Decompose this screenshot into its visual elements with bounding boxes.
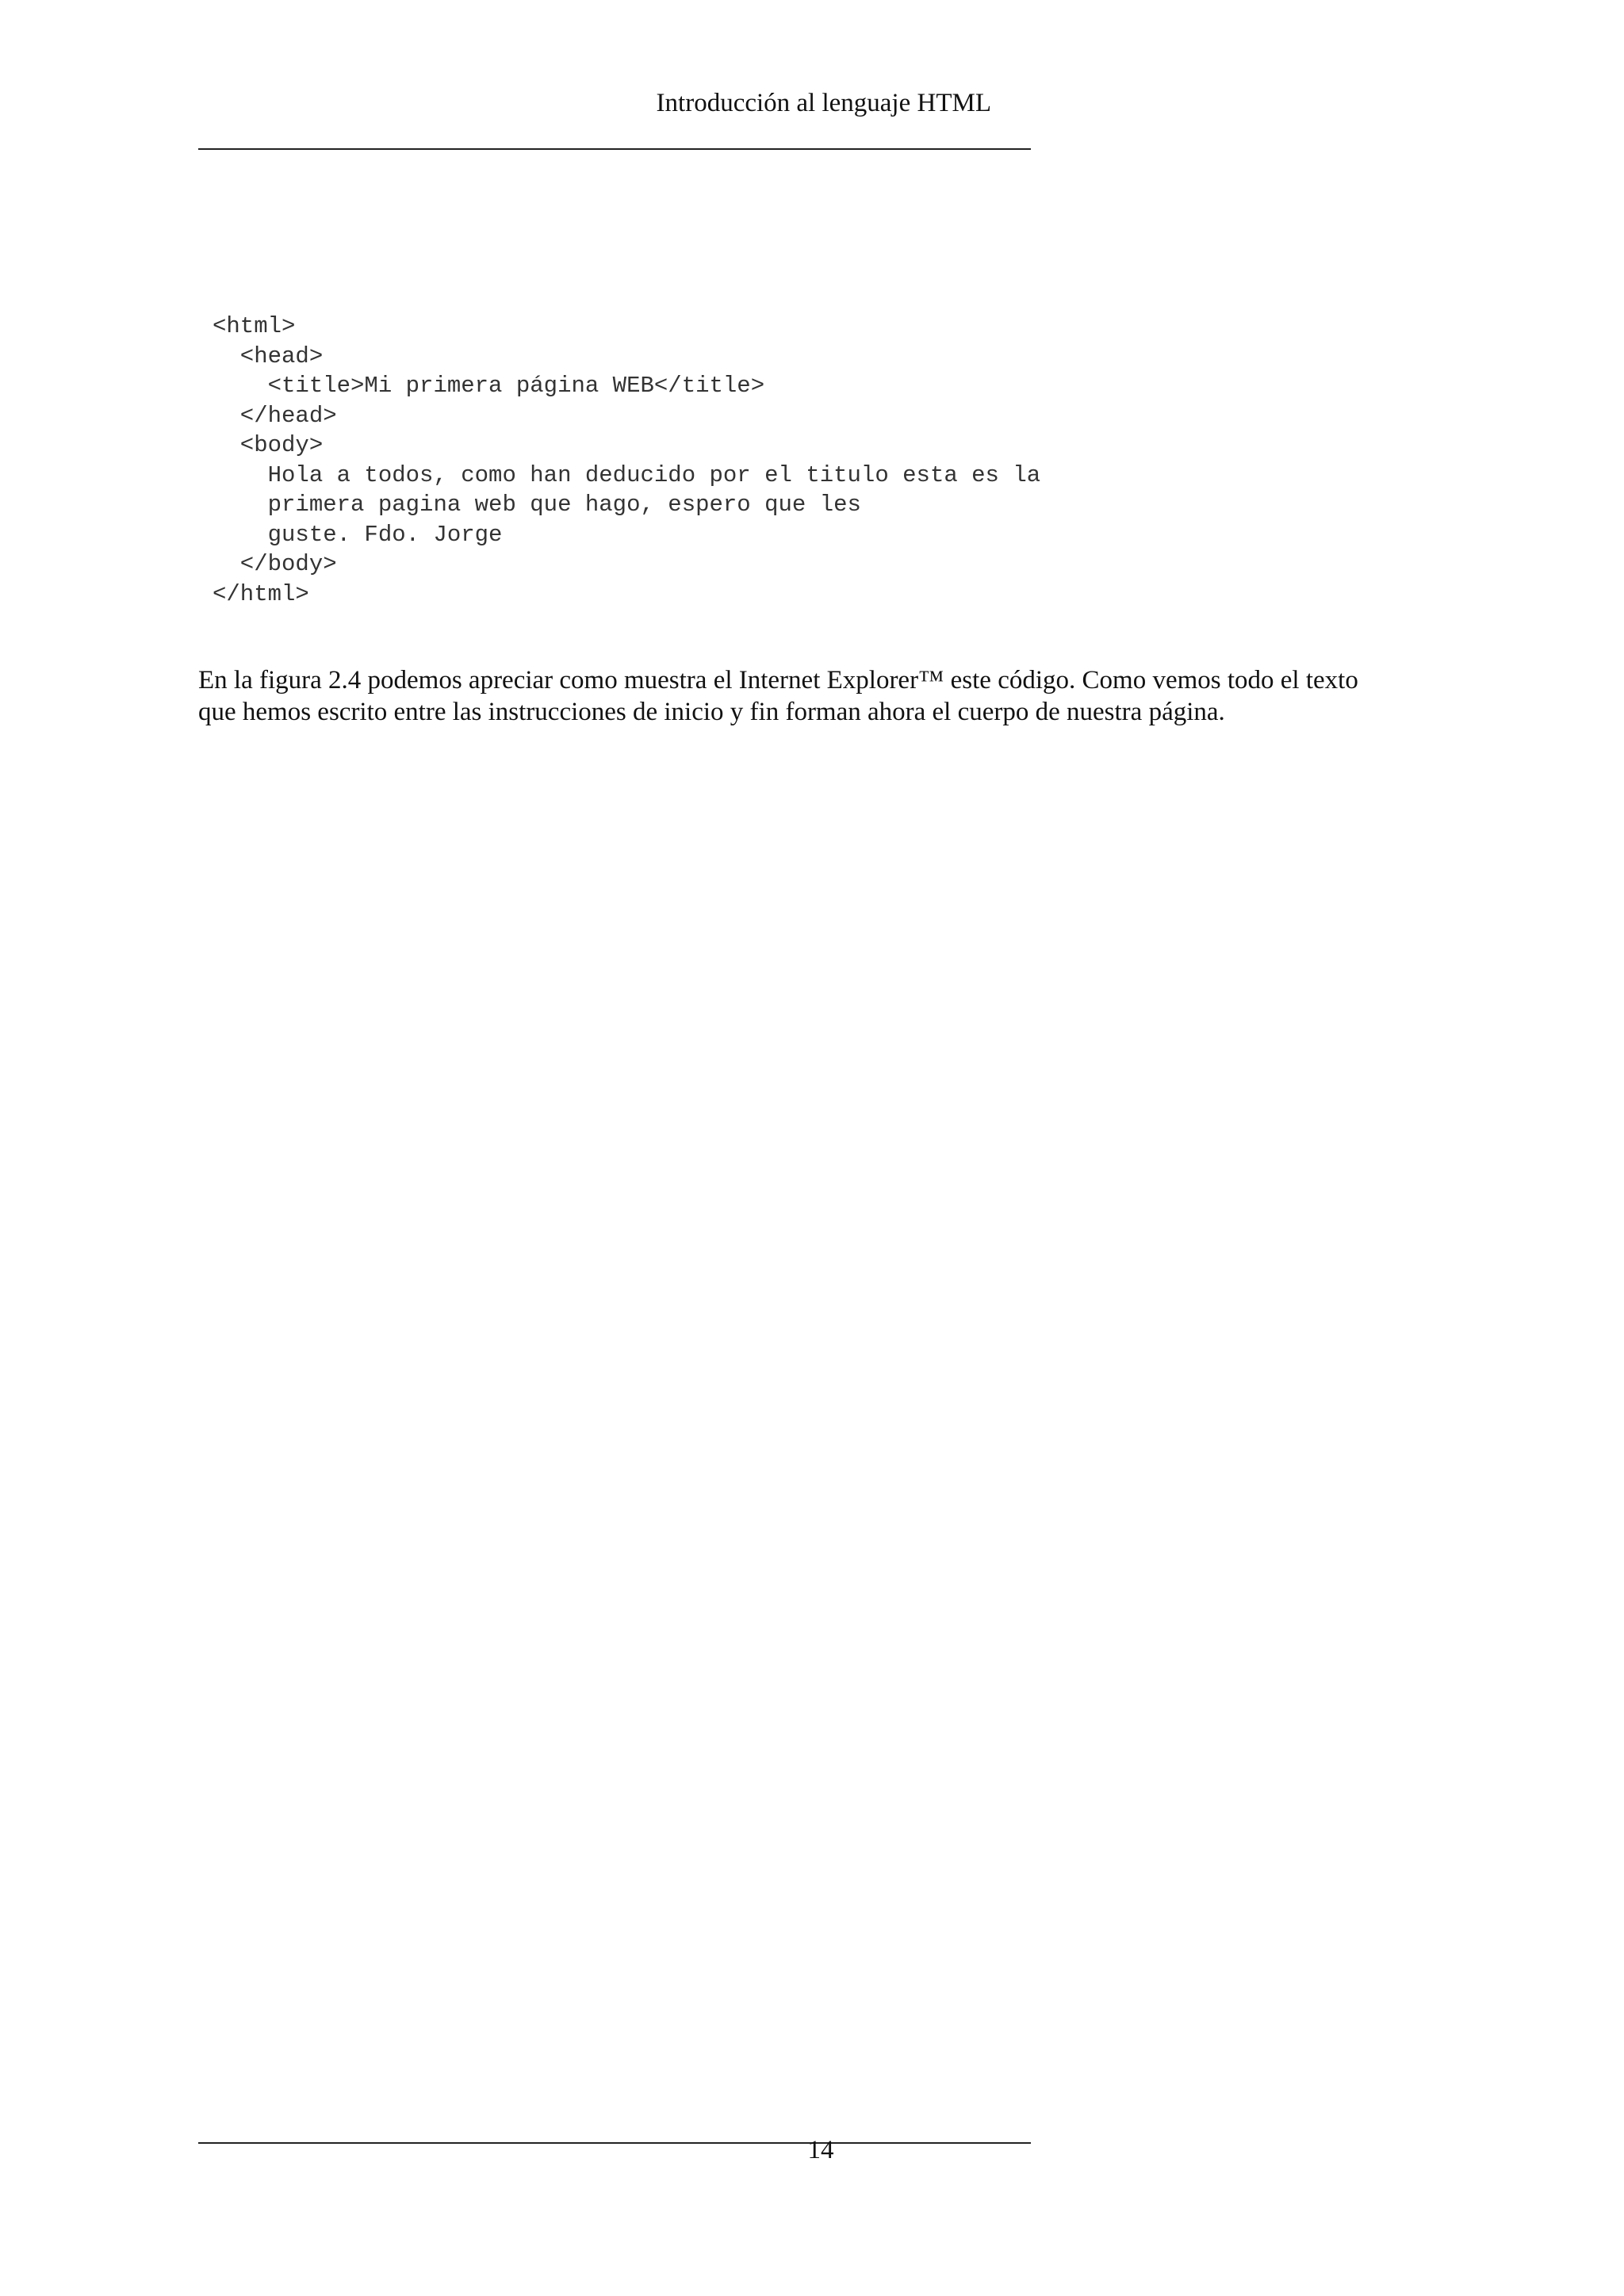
header-rule <box>198 148 1031 150</box>
code-line: <title>Mi primera página WEB</title> <box>213 373 765 399</box>
code-line: </html> <box>213 580 309 607</box>
footer-rule <box>198 2142 1031 2144</box>
code-line: Hola a todos, como han deducido por el titulo esta es la <box>213 461 1041 488</box>
paragraph-line: En la figura 2.4 podemos apreciar como muestra el Internet Explorer™ este código. Como vemos todo el texto <box>198 666 1358 695</box>
code-line: primera pagina web que hago, espero que les <box>213 492 861 518</box>
code-line: <html> <box>213 313 296 339</box>
code-line: guste. Fdo. Jorge <box>213 521 503 548</box>
paragraph-line: que hemos escrito entre las instrucciones de inicio y fin forman ahora el cuerpo de nuestra página. <box>198 698 1225 726</box>
page-number: 14 <box>807 2136 834 2164</box>
running-header: Introducción al lenguaje HTML <box>656 89 991 117</box>
code-line: <body> <box>213 432 324 458</box>
body-paragraph <box>198 664 1451 728</box>
html-code-listing <box>213 312 1040 609</box>
code-line: <head> <box>213 342 324 369</box>
code-line: </head> <box>213 402 337 429</box>
code-line: </body> <box>213 551 337 577</box>
